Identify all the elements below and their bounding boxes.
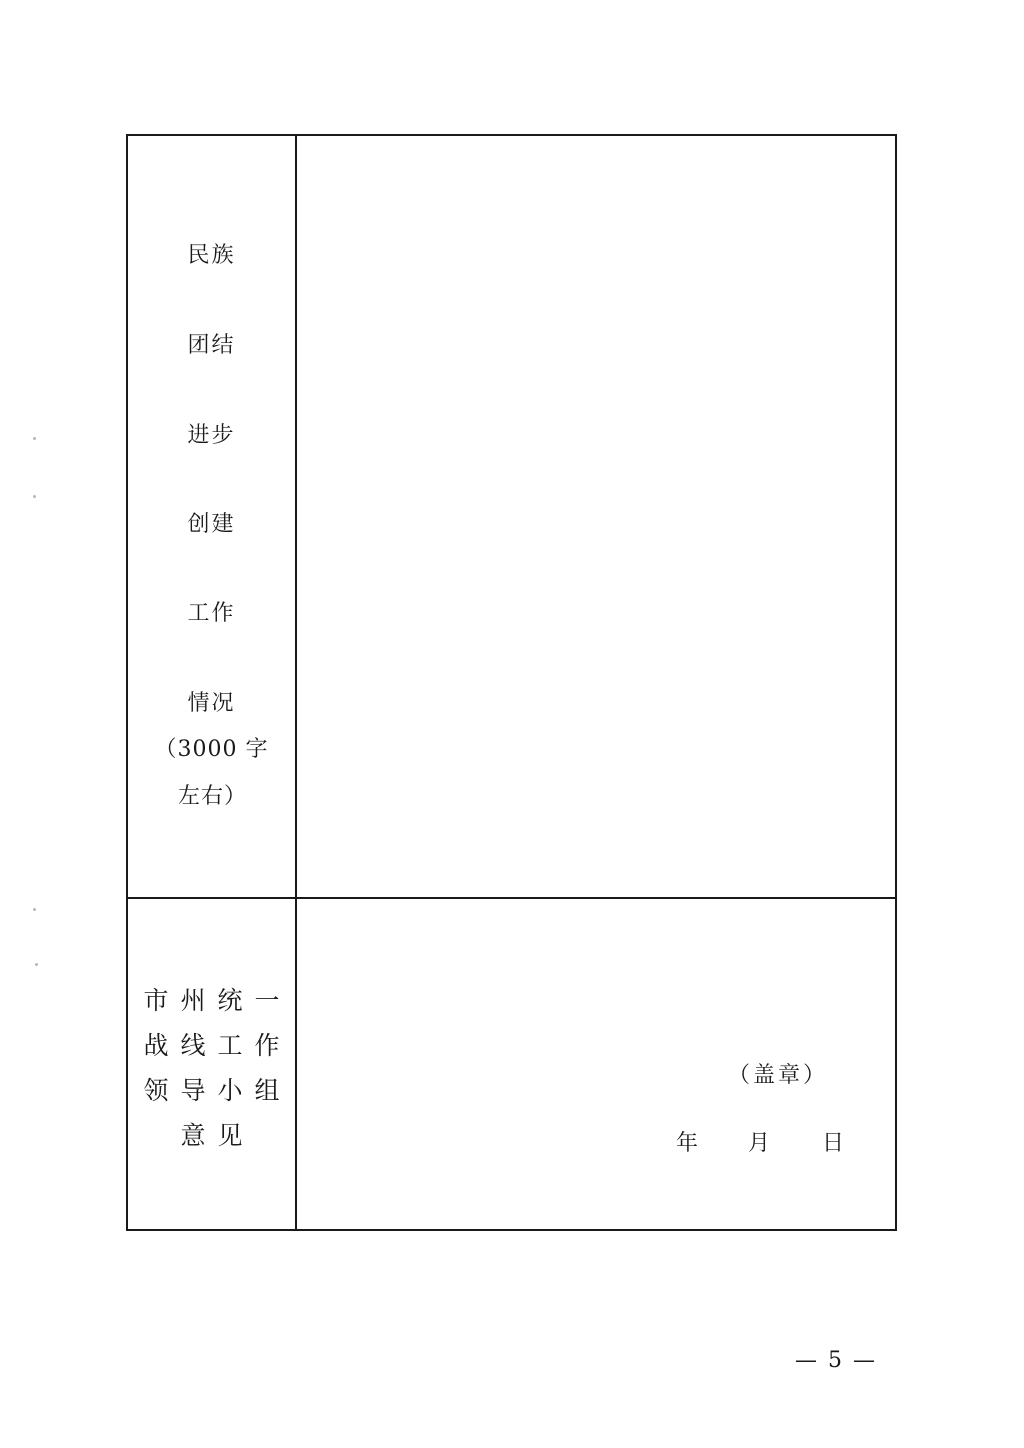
- scan-speck: [35, 963, 38, 966]
- label-line: 创建: [187, 512, 236, 537]
- label-line: 战线工作: [143, 1031, 292, 1060]
- label-line: 意见: [180, 1121, 255, 1150]
- date-day-label: 日: [822, 1131, 845, 1156]
- work-situation-label: [128, 136, 295, 897]
- scan-speck: [33, 437, 36, 440]
- date-month-label: 月: [748, 1131, 771, 1156]
- label-line: 工作: [187, 601, 236, 626]
- work-situation-content-area[interactable]: [297, 136, 895, 897]
- scan-speck: [33, 495, 36, 498]
- label-line: 市州统一: [143, 986, 292, 1015]
- label-line: （3000 字: [154, 737, 269, 762]
- label-line: 领导小组: [143, 1076, 292, 1105]
- seal-label: （盖章）: [728, 1063, 829, 1088]
- page-number: — 5 —: [795, 1348, 877, 1373]
- scan-speck: [33, 908, 36, 911]
- application-form-table: [126, 134, 897, 1231]
- date-year-label: 年: [676, 1131, 699, 1156]
- label-line: 进步: [187, 423, 236, 448]
- leading-group-opinion-label: [128, 978, 295, 1158]
- label-line: 团结: [187, 333, 236, 358]
- label-line: 民族: [187, 243, 236, 268]
- label-line: 左右）: [178, 784, 248, 809]
- label-line: 情况: [187, 691, 236, 716]
